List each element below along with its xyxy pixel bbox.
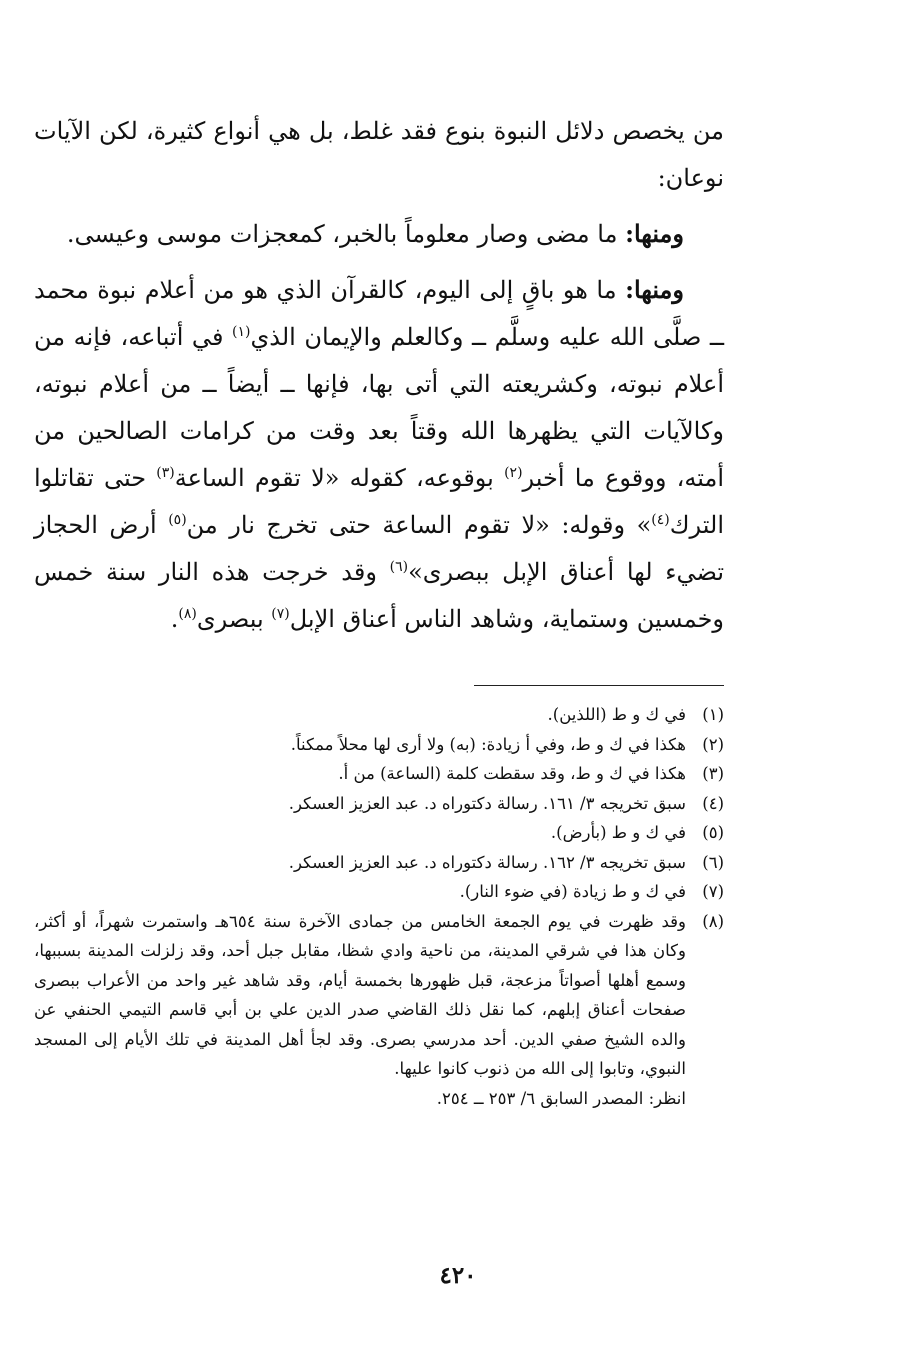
- footnote-1: [34, 700, 724, 730]
- paragraph-3-segment: » وقوله: «لا تقوم الساعة حتى تخرج نار من: [186, 511, 652, 539]
- footnote-ref-8: (٨): [178, 606, 197, 622]
- footnote-text: هكذا في ك و ط، وفي أ زيادة: (به) ولا أرى لها محلاً ممكناً.: [290, 734, 686, 754]
- footnote-text: وقد ظهرت في يوم الجمعة الخامس من جمادى الآخرة سنة ٦٥٤هـ واستمرت شهراً، أو أكثر، وكان هذا في شرقي المدينة، من ناحية وادي شظا، مقابل جبل أحد، وقد زلزلت المدينة بسببها، وسمع أهلها أصواتاً مزعجة، قبل ظهورها بخمسة أيام، وقد شاهد غير واحد من الأعراب ببصرى صفحات أعناق إبلهم، كما نقل ذلك القاضي صدر الدين علي بن أبي قاسم التيمي الحنفي عن والده الشيخ صفي الدين. أحد مدرسي بصرى. وقد لجأ أهل المدينة في تلك الأيام إلى المسجد النبوي، وتابوا إلى الله من ذنوب كانوا عليها.: [34, 911, 686, 1078]
- footnote-3: [34, 759, 724, 789]
- footnote-number: (٨): [702, 911, 724, 931]
- footnote-number: (٦): [702, 852, 724, 872]
- footnote-ref-3: (٣): [156, 465, 175, 481]
- paragraph-3: [34, 266, 724, 643]
- paragraph-3-segment: .: [170, 605, 179, 633]
- footnote-ref-2: (٢): [504, 465, 523, 481]
- paragraph-2: [34, 210, 724, 258]
- footnote-text: سبق تخريجه ٣/ ١٦١. رسالة دكتوراه د. عبد العزيز العسكر.: [288, 793, 686, 813]
- footnote-text: في ك و ط زيادة (في ضوء النار).: [459, 882, 686, 901]
- footnote-ref-6: (٦): [389, 559, 409, 575]
- paragraph-3-segment: ما هو باقٍ إلى اليوم، كالقرآن الذي هو من أعلام نبوة محمد ــ صلَّى الله عليه وسلَّم ــ وكالعلم والإيمان الذي: [34, 276, 724, 351]
- footnote-6: [34, 848, 724, 878]
- paragraph-3-segment: أرض الحجاز تضيء لها أعناق الإبل ببصرى»: [34, 511, 724, 586]
- footnote-number: (٢): [702, 734, 724, 754]
- paragraph-1: من يخصص دلائل النبوة بنوع فقد غلط، بل هي أنواع كثيرة، لكن الآيات نوعان:: [34, 117, 724, 192]
- footnote-number: (٧): [702, 882, 724, 901]
- footnotes: [34, 700, 724, 1113]
- footnote-text: في ك و ط (بأرض).: [550, 823, 686, 842]
- footnote-divider: [474, 685, 724, 686]
- footnote-ref-7: (٧): [271, 606, 290, 622]
- paragraph-3-segment: في أتباعه، فإنه من أعلام نبوته، وكشريعته التي أتى بها، فإنها ــ أيضاً ــ من أعلام نبوته، وكالآيات التي يظهرها الله وقتاً بعد وقت من كرامات الصالحين من أمته، ووقوع ما أخبر: [34, 323, 725, 492]
- footnote-ref-1: (١): [231, 324, 251, 340]
- footnote-ref-5: (٥): [168, 512, 187, 528]
- footnote-text: هكذا في ك و ط، وقد سقطت كلمة (الساعة) من أ.: [338, 764, 686, 783]
- footnote-4: [34, 789, 724, 819]
- page-number: ٤٢٠: [439, 1262, 477, 1289]
- footnote-number: (٥): [702, 823, 724, 842]
- footnote-text: في ك و ط (اللذين).: [547, 705, 686, 724]
- footnote-source: انظر: المصدر السابق ٦/ ٢٥٣ ــ ٢٥٤.: [436, 1088, 686, 1108]
- footnote-5: [34, 818, 724, 848]
- footnote-7: [34, 877, 724, 907]
- footnote-number: (١): [702, 705, 724, 724]
- footnote-number: (٣): [702, 764, 724, 783]
- paragraph-3-segment: وقد خرجت هذه النار سنة خمس وخمسين وستماية، وشاهد الناس أعناق الإبل: [34, 558, 724, 633]
- paragraph-3-segment: ببصرى: [196, 605, 272, 633]
- main-text: [34, 108, 724, 643]
- paragraph-3-segment: حتى تقاتلوا الترك: [34, 464, 724, 539]
- paragraph-2-text: ما مضى وصار معلوماً بالخبر، كمعجزات موسى وعيسى.: [66, 220, 626, 248]
- footnote-ref-4: (٤): [651, 512, 670, 528]
- footnote-2: [34, 730, 724, 760]
- footnote-number: (٤): [702, 793, 724, 813]
- paragraph-2-lead: ومنها:: [625, 219, 684, 248]
- footnote-text: سبق تخريجه ٣/ ١٦٢. رسالة دكتوراه د. عبد العزيز العسكر.: [288, 852, 686, 872]
- footnote-8: [34, 907, 724, 1114]
- page-content: [34, 108, 724, 1113]
- paragraph-3-lead: ومنها:: [625, 275, 684, 304]
- paragraph-3-segment: بوقوعه، كقوله «لا تقوم الساعة: [174, 464, 505, 492]
